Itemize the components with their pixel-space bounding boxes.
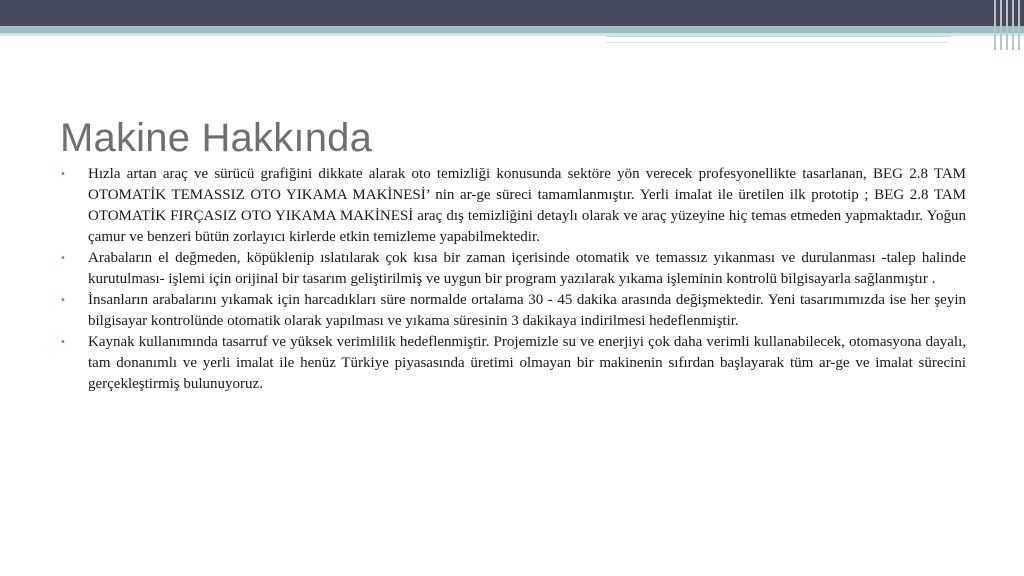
corner-stripes-decoration bbox=[990, 0, 1024, 50]
bullet-list bbox=[60, 164, 966, 395]
bullet-item bbox=[60, 290, 966, 332]
slide-title: Makine Hakkında bbox=[60, 116, 373, 160]
header-band bbox=[0, 0, 1024, 26]
slide-body bbox=[60, 164, 966, 395]
stripe bbox=[1012, 0, 1014, 50]
bullet-text: İnsanların arabalarını yıkamak için harcadıkları süre normalde ortalama 30 - 45 dakika arasında değişmektedir. Yeni tasarımımızda ise her şeyin bilgisayar kontrolünde otomatik olarak yapılması ve yıkama süresinin 3 dakikaya indirilmesi hedeflenmiştir. bbox=[88, 292, 966, 329]
stripe bbox=[1006, 0, 1008, 50]
bullet-text: Kaynak kullanımında tasarruf ve yüksek verimlilik hedeflenmiştir. Projemizle su ve enerjiyi çok daha verimli kullanabilecek, otomasyona dayalı, tam donanımlı ve yerli imalat ile henüz Türkiye piyasasında üretimi olmayan bir makinenin sıfırdan başlayarak tüm ar-ge ve imalat sürecini gerçekleştirmiş bulunuyoruz. bbox=[88, 334, 966, 392]
bullet-icon: • bbox=[60, 169, 66, 180]
bullet-icon: • bbox=[60, 253, 66, 264]
stripe bbox=[1018, 0, 1020, 50]
header-teal-strip bbox=[0, 26, 1024, 33]
bullet-icon: • bbox=[60, 337, 66, 348]
bullet-item bbox=[60, 248, 966, 290]
bullet-icon: • bbox=[60, 295, 66, 306]
bullet-text: Hızla artan araç ve sürücü grafiğini dikkate alarak oto temizliği konusunda sektöre yön verecek profesyonellikte tasarlanan, BEG 2.8 TAM OTOMATİK TEMASSIZ OTO YIKAMA MAKİNESİ’ nin ar-ge süreci tamamlanmıştır. Yerli imalat ile üretilen ilk prototip ; BEG 2.8 TAM OTOMATİK FIRÇASIZ OTO YIKAMA MAKİNESİ araç dış temizliğini detaylı olarak ve araç yüzeyine hiç temas etmeden yapmaktadır. Yoğun çamur ve benzeri bütün zorlayıcı kirlerde etkin temizleme yapabilmektedir. bbox=[88, 166, 966, 245]
header-accent-thin-line bbox=[606, 42, 948, 43]
bullet-item bbox=[60, 332, 966, 395]
bullet-item bbox=[60, 164, 966, 248]
stripe bbox=[994, 0, 996, 50]
stripe bbox=[1000, 0, 1002, 50]
bullet-text: Arabaların el değmeden, köpüklenip ıslatılarak çok kısa bir zaman içerisinde otomatik ve temassız yıkanması ve durulanması -talep halinde kurutulması- işlemi için orijinal bir tasarım geliştirilmiş ve uygun bir program yazılarak yıkama işleminin kontrolü bilgisayarla sağlanmıştır . bbox=[88, 250, 966, 287]
